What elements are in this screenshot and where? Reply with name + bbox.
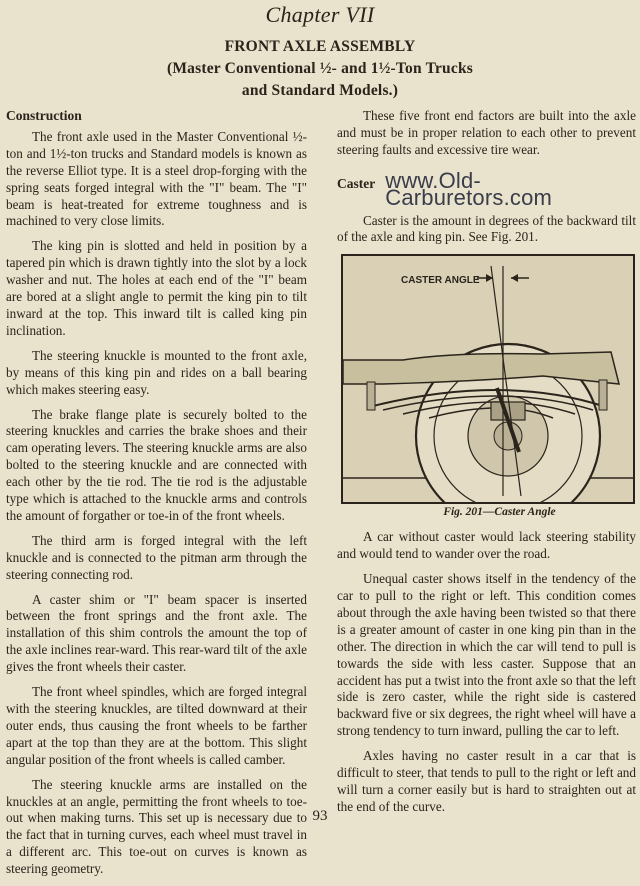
figure-caption: Fig. 201—Caster Angle — [443, 506, 556, 519]
caster-angle-label: CASTER ANGLE — [401, 275, 480, 287]
paragraph: The front wheel spindles, which are forged integral with the steering knuckles, are tilted downward at their outer ends, thus causing the front wheels to be farther apart at the top than they are at the bottom. This slight angular position of the front wheels is called camber. — [6, 684, 307, 767]
paragraph: A caster shim or "I" beam spacer is inserted between the front springs and the front axle. The installation of this shim controls the amount the top of the axle inclines rear-ward. This rear-ward tilt of the axle gives the front wheels their caster. — [6, 591, 307, 675]
construction-heading: Construction — [6, 108, 82, 123]
intro-paragraph: These five front end factors are built into the axle and must be in proper relation to each other to prevent steering faults and excessive tire wear. — [337, 108, 636, 157]
page-number: 93 — [312, 808, 328, 824]
caster-illustration — [343, 256, 633, 502]
paragraph: The steering knuckle arms are installed on the knuckles at an angle, permitting the front wheels to toe-out when making turns. This set up is necessary due to the fact that in turning curves, each wheel must travel in a different arc. This toe-out on curves is known as steering geometry. — [6, 776, 307, 877]
caster-heading-row — [337, 167, 636, 210]
section-title — [0, 36, 640, 102]
caster-heading: Caster — [337, 175, 376, 191]
paragraph: A car without caster would lack steering stability and would tend to wander over the road. — [337, 529, 636, 562]
paragraph: Unequal caster shows itself in the tendency of the car to pull to the right or left. This condition comes about through the axle having been twisted so that there is a greater amount of caster in one king pin than in the other. The direction in which the car will tend to pull is towards the side with less caster. Suppose that an accident has put a twist into the front axle so that the left side is zero caster, while the right side is castered backward five or six degrees, the right wheel will have a strong tendency to turn inward, pulling the car to left. — [337, 571, 636, 739]
paragraph: The third arm is forged integral with the left knuckle and is connected to the pitman arm through the steering connecting rod. — [6, 532, 307, 582]
caster-paragraph: Caster is the amount in degrees of the backward tilt of the axle and king pin. See Fig. 201. — [337, 212, 636, 245]
paragraph: Axles having no caster result in a car that is difficult to steer, that tends to pull to the right or left and will turn a corner easily but is hard to straighten out at the end of the curve. — [337, 748, 636, 814]
left-column — [6, 108, 307, 886]
chapter-heading: Chapter VII — [265, 2, 375, 27]
paragraph: The front axle used in the Master Conventional ½-ton and 1½-ton trucks and Standard models is known as the reverse Elliot type. It is a steel drop-forging with the spring seats forged integral with the "I" beam. The "I" beam is heat-treated for extreme toughness and is machined to very close limits. — [6, 128, 307, 229]
watermark: www.Old-Carburetors.com — [385, 167, 553, 210]
paragraph: The steering knuckle is mounted to the front axle, by means of this king pin and rides on a ball bearing which makes steering easy. — [6, 347, 307, 397]
title-line-1: FRONT AXLE ASSEMBLY — [224, 38, 416, 55]
paragraph: The king pin is slotted and held in position by a tapered pin which is drawn tightly into the slot by a lock washer and nut. The holes at each end of the "I" beam are bored at a slight angle to permit the king pin to tilt inward at the top. This inward tilt is called king pin inclination. — [6, 238, 307, 338]
title-line-2: (Master Conventional ½- and 1½-Ton Trucks — [166, 60, 474, 77]
paragraph: The brake flange plate is securely bolted to the steering knuckles and carries the brake shoes and their cam operating levers. The steering knuckle arms are also bolted to the steering knuckle and are connected with each other by the tie rod. The tie rod is the adjustable type which is attached to the knuckle arms and controls the amount of forgather or toe-in of the front wheels. — [6, 406, 307, 523]
title-line-3: and Standard Models.) — [241, 82, 399, 99]
right-column — [337, 108, 636, 824]
caster-angle-figure — [341, 254, 635, 504]
